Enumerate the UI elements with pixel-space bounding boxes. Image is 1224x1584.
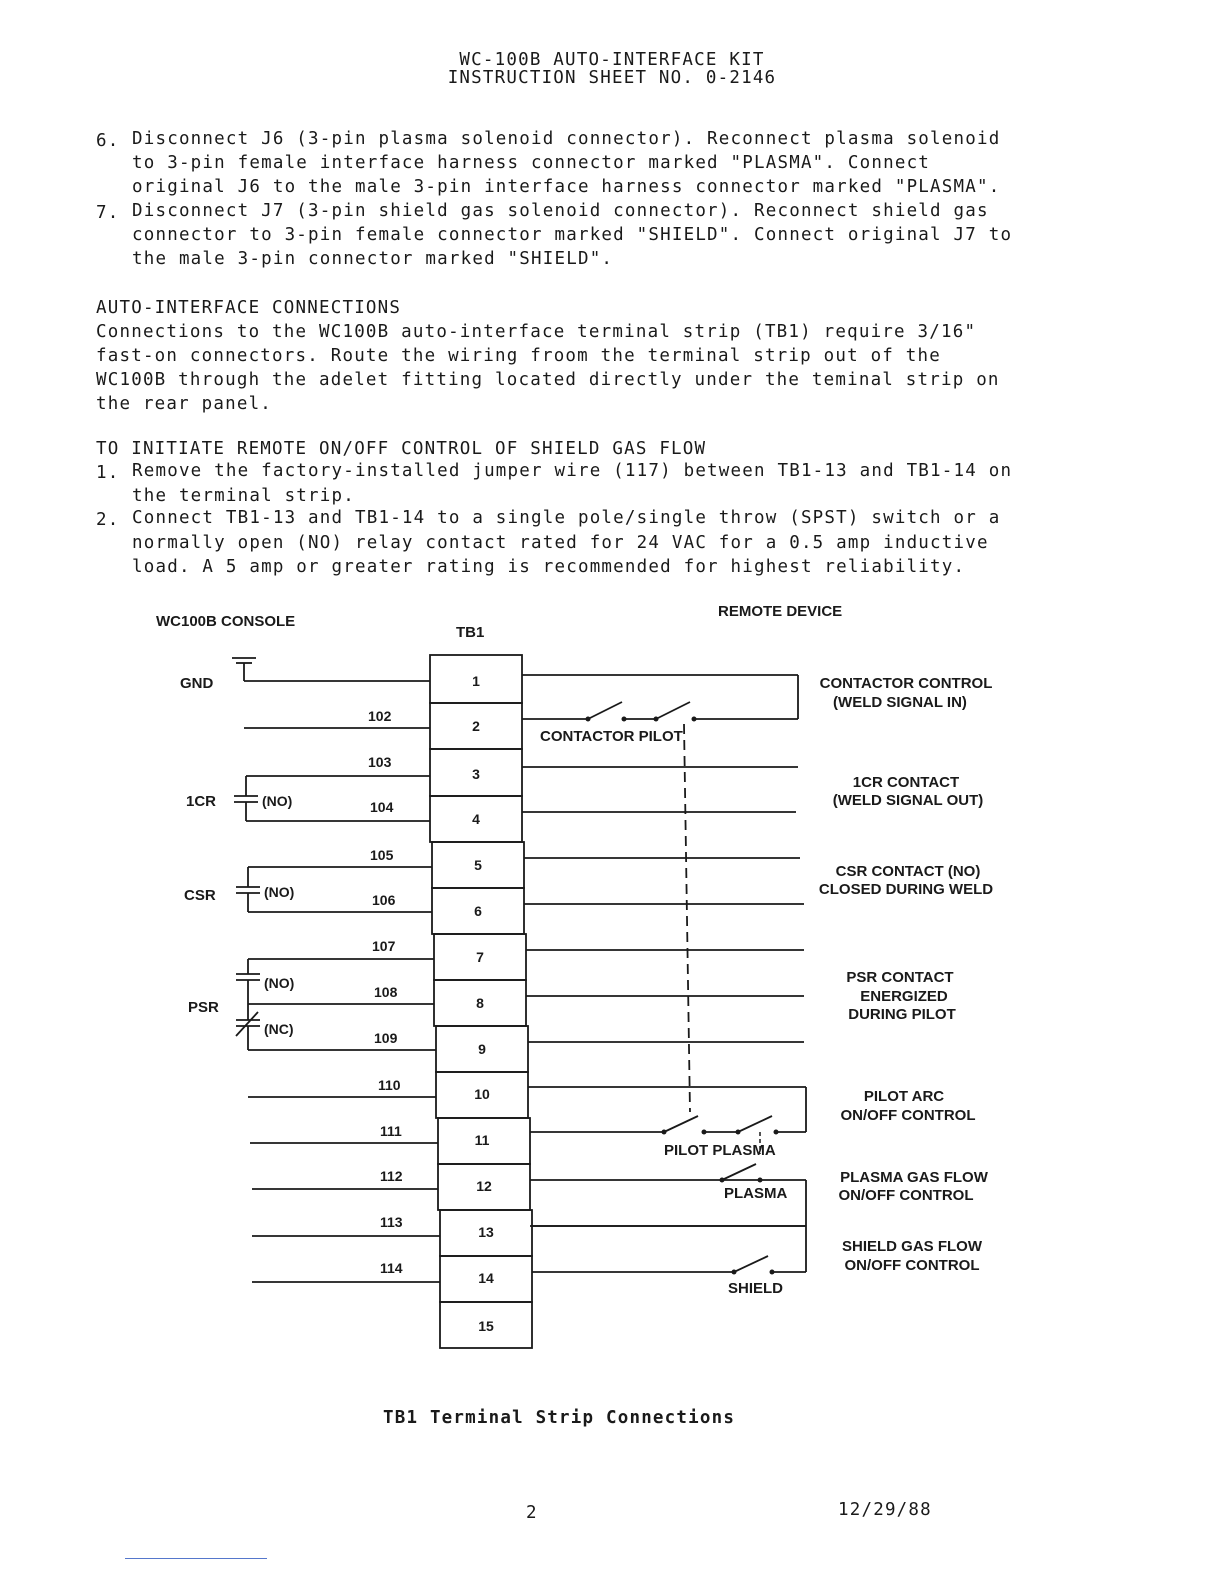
wire-number: 104 bbox=[370, 799, 394, 815]
no-label: (NO) bbox=[264, 975, 295, 991]
wire-number: 108 bbox=[374, 984, 398, 1000]
step-number: 2. bbox=[96, 510, 120, 530]
step-line: original J6 to the male 3-pin interface harness connector marked "PLASMA". bbox=[132, 177, 1001, 197]
step-line: the terminal strip. bbox=[132, 486, 355, 506]
terminal-number: 2 bbox=[472, 718, 480, 734]
step-number: 1. bbox=[96, 463, 120, 483]
terminal-number: 13 bbox=[478, 1224, 494, 1240]
wire-number: 107 bbox=[372, 938, 396, 954]
wire-number: 112 bbox=[380, 1168, 403, 1184]
wire-number: 106 bbox=[372, 892, 396, 908]
wire-number: 105 bbox=[370, 847, 394, 863]
1cr-label: 1CR bbox=[186, 793, 217, 810]
step-line: Disconnect J7 (3-pin shield gas solenoid connector). Reconnect shield gas bbox=[132, 201, 989, 221]
step-line: Remove the factory-installed jumper wire (117) between TB1-13 and TB1-14 on bbox=[132, 461, 1013, 481]
contactor-pilot-label: CONTACTOR PILOT bbox=[540, 728, 683, 745]
right-label: ON/OFF CONTROL bbox=[844, 1257, 980, 1274]
right-label: CONTACTOR CONTROL bbox=[819, 675, 993, 692]
terminal-number: 8 bbox=[476, 995, 484, 1011]
right-label: PLASMA GAS FLOW bbox=[840, 1169, 988, 1186]
terminal-number: 1 bbox=[472, 673, 480, 689]
right-label: 1CR CONTACT bbox=[852, 774, 960, 791]
right-label: ON/OFF CONTROL bbox=[840, 1107, 976, 1124]
step-line: normally open (NO) relay contact rated for 24 VAC for a 0.5 amp inductive bbox=[132, 533, 989, 553]
right-label: PSR CONTACT bbox=[846, 969, 954, 986]
shield-label: SHIELD bbox=[728, 1280, 784, 1297]
wire-number: 114 bbox=[380, 1260, 403, 1276]
step-line: connector to 3-pin female connector marked "SHIELD". Connect original J7 to bbox=[132, 225, 1013, 245]
right-label: SHIELD GAS FLOW bbox=[842, 1238, 982, 1255]
step-number: 7. bbox=[96, 203, 120, 223]
auto-interface-heading: AUTO-INTERFACE CONNECTIONS bbox=[96, 298, 402, 318]
document-title: WC-100B AUTO-INTERFACE KIT bbox=[459, 50, 765, 70]
right-label: (WELD SIGNAL OUT) bbox=[832, 792, 984, 809]
terminal-number: 6 bbox=[474, 903, 482, 919]
remote-device-label: REMOTE DEVICE bbox=[718, 603, 843, 620]
terminal-number: 11 bbox=[474, 1132, 490, 1148]
right-label: PILOT ARC bbox=[863, 1088, 945, 1105]
step-line: load. A 5 amp or greater rating is recommended for highest reliability. bbox=[132, 557, 966, 577]
right-label: ENERGIZED bbox=[860, 988, 948, 1005]
right-label: CSR CONTACT (NO) bbox=[835, 863, 981, 880]
nc-label: (NC) bbox=[264, 1021, 294, 1037]
right-label: CLOSED DURING WELD bbox=[818, 881, 994, 898]
wire-number: 102 bbox=[368, 708, 392, 724]
terminal-number: 3 bbox=[472, 766, 480, 782]
plasma-label: PLASMA bbox=[724, 1185, 788, 1202]
terminal-number: 7 bbox=[476, 949, 484, 965]
footer-rule bbox=[125, 1558, 267, 1559]
no-label: (NO) bbox=[262, 793, 293, 809]
paragraph-line: fast-on connectors. Route the wiring froom the terminal strip out of the bbox=[96, 346, 941, 366]
psr-label: PSR bbox=[188, 999, 219, 1016]
terminal-number: 4 bbox=[472, 811, 480, 827]
diagram-caption: TB1 Terminal Strip Connections bbox=[383, 1408, 736, 1428]
console-label: WC100B CONSOLE bbox=[156, 613, 296, 630]
remote-control-heading: TO INITIATE REMOTE ON/OFF CONTROL OF SHIELD GAS FLOW bbox=[96, 439, 707, 459]
csr-label: CSR bbox=[184, 887, 216, 904]
wire-number: 110 bbox=[378, 1077, 401, 1093]
step-line: the male 3-pin connector marked "SHIELD". bbox=[132, 249, 614, 269]
terminal-number: 14 bbox=[478, 1270, 494, 1286]
pilot-plasma-label: PILOT PLASMA bbox=[664, 1142, 776, 1159]
wire-number: 103 bbox=[368, 754, 392, 770]
right-label: (WELD SIGNAL IN) bbox=[833, 694, 967, 711]
step-line: Disconnect J6 (3-pin plasma solenoid connector). Reconnect plasma solenoid bbox=[132, 129, 1001, 149]
page-number: 2 bbox=[526, 1503, 538, 1523]
right-label: ON/OFF CONTROL bbox=[838, 1187, 974, 1204]
step-number: 6. bbox=[96, 131, 120, 151]
gnd-label: GND bbox=[180, 675, 214, 692]
wiring-diagram bbox=[0, 590, 1224, 1380]
terminal-number: 10 bbox=[474, 1086, 490, 1102]
document-subtitle: INSTRUCTION SHEET NO. 0-2146 bbox=[447, 68, 777, 88]
wire-number: 111 bbox=[380, 1123, 402, 1139]
paragraph-line: WC100B through the adelet fitting located directly under the teminal strip on bbox=[96, 370, 1000, 390]
terminal-number: 15 bbox=[478, 1318, 494, 1334]
wire-number: 109 bbox=[374, 1030, 398, 1046]
terminal-number: 5 bbox=[474, 857, 482, 873]
right-label: DURING PILOT bbox=[848, 1006, 956, 1023]
step-line: to 3-pin female interface harness connector marked "PLASMA". Connect bbox=[132, 153, 931, 173]
step-line: Connect TB1-13 and TB1-14 to a single pole/single throw (SPST) switch or a bbox=[132, 508, 1001, 528]
wire-number: 113 bbox=[380, 1214, 403, 1230]
paragraph-line: the rear panel. bbox=[96, 394, 273, 414]
terminal-number: 9 bbox=[478, 1041, 486, 1057]
paragraph-line: Connections to the WC100B auto-interface terminal strip (TB1) require 3/16" bbox=[96, 322, 977, 342]
no-label: (NO) bbox=[264, 884, 295, 900]
terminal-number: 12 bbox=[476, 1178, 492, 1194]
tb1-label: TB1 bbox=[456, 624, 485, 641]
document-date: 12/29/88 bbox=[838, 1500, 932, 1520]
